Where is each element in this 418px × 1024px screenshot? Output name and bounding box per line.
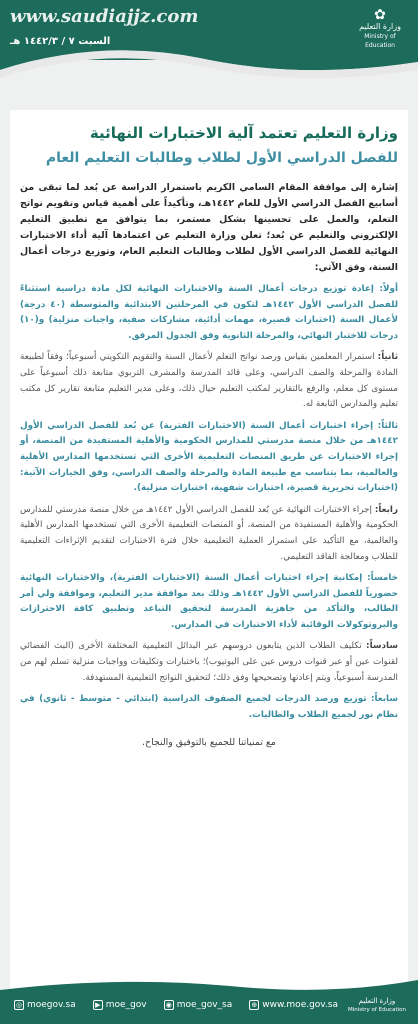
item-7 [10,686,408,723]
bottom-wave-decoration [0,976,418,996]
web-icon: ⊕ [249,1000,259,1010]
item-5 [10,565,408,633]
globe-icon: ◎ [15,1001,23,1009]
footer-link-site[interactable]: ⊕ www.moe.gov.sa [249,1000,338,1010]
item-text: إمكانية إجراء اختبارات أعمال السنة (الاختبارات الفترية)، والاختبارات النهائية حضورياً للفصل الدراسي الأول ١٤٤٢هـ وذلك بعد موافقة مدير التعليم، وموافقة ولي أمر الطالب، والتأكد من جاهزية المدرسة لتحقيق التباعد وتطبيق كافة الاحترازات والبروتوكولات الوقائية لأداء الاختبارات في المدارس. [20,573,398,630]
item-lead: أولاً: [379,284,398,294]
item-text: إعادة توزيع درجات أعمال السنة والاختبارات النهائية لكل مادة دراسية استثناءً للفصل الدراسي الأول ١٤٤٢هـ لتكون في المرحلتين الابتدائية والمتوسطة (٤٠ درجة) لأعمال السنة (اختبارات قصيرة، مهمات أدائية، مشاركات صفية، واجبات منزلية) و(١٠) درجات للاختبار النهائي، والمرحلة الثانوية وفق الجدول المرفق. [20,284,399,341]
youtube-icon: ▶ [93,1000,103,1010]
watermark: www.saudiajjz.com [10,6,199,27]
item-lead: سابعاً: [370,694,398,705]
item-text: توزيع ورصد الدرجات لجميع الصفوف الدراسية (ابتدائي - متوسط - ثانوي) في نظام نور لجميع الطلاب والطالبات. [20,694,398,720]
title-line-1: وزارة التعليم تعتمد آلية الاختبارات النهائية [89,124,398,142]
item-1 [10,276,408,344]
footer-ministry-logo [348,998,406,1013]
item-lead: خامساً: [367,573,398,584]
announcement-card [10,110,408,990]
ministry-emblem-icon: ✿ [374,7,386,23]
title-line-2: للفصل الدراسي الأول لطلاب وطالبات التعليم العام [45,150,398,166]
intro-paragraph: إشارة إلى موافقة المقام السامي الكريم باستمرار الدراسة عن بُعد لما تبقى من أسابيع الفصل الدراسي الأول للعام ١٤٤٢هـ، وتأكيداً على أهمية قياس وتقويم نواتج التعلم، والعمل على تحسينها بشكل مستمر، بما يتوافق مع تطبيق التعليم الإلكتروني والتعليم عن بُعد؛ تعلن وزارة التعليم عن اعتمادها آلية أداء الاختبارات النهائية للفصل الدراسي الأول لطلاب وطالبات التعليم العام، وتوزيع درجات أعمال السنة، وفق الآتي: [20,182,398,273]
item-text: استمرار المعلمين بقياس ورصد نواتج التعلم لأعمال السنة والتقويم التكويني أسبوعياً؛ وفقاً لطبيعة المادة والمرحلة والصف الدراسي، وعلى قائد المدرسة والمشرف التربوي متابعة ذلك أسبوعياً على مستوى كل معلم، والرفع بالتقارير لمكتب التعليم حيال ذلك، وعلى مدير التعليم متابعة تقارير كل مكتب تعليم والمدارس التابعة له. [20,352,398,410]
item-3 [10,413,408,497]
footer-link-instagram[interactable]: ◉ moe_gov_sa [165,1000,233,1010]
item-lead: ثالثاً: [377,420,398,431]
footer-links [14,1000,338,1010]
footer-logo-subtext: Ministry of Education [347,1006,406,1013]
item-text: إجراء الاختبارات النهائية عن بُعد للفصل الدراسي الأول ١٤٤٢هـ من خلال منصة مدرستي للمدارس الحكومية والأهلية المستفيدة من المنصة، أو المنصات التعليمية الأخرى التي تستخدمها المدارس الأهلية والعالمية، مع التأكيد على استمرار العملية التعليمية خلال فترة الاختبارات لتقديم الإثراءات التعليمية للطلاب ومعالجة الفاقد التعليمي. [20,504,398,562]
ministry-logo [354,8,406,50]
logo-text: وزارة التعليم [359,22,401,32]
closing-line: مع تمنياتنا للجميع بالتوفيق والنجاح. [142,737,276,749]
item-text: تكليف الطلاب الذين يتابعون دروسهم عبر البدائل التعليمية المختلفة الأخرى (البث الفضائي لقنوات عين أو عبر قنوات دروس عين على اليوتيوب)؛ باختبارات وتكليفات وواجبات منزلية تسلم لهم من المدرسة أسبوعياً، ويتم إعادتها وتصحيحها وفق ذلك؛ لتحقيق النواتج التعليمية المستهدفة. [20,641,398,683]
item-2 [10,344,408,412]
item-lead: سادساً: [366,641,398,652]
footer-logo-text: وزارة التعليم [358,997,396,1005]
item-6 [10,633,408,686]
header-date: السبت ٧ / ١٤٤٢/٣ هـ [10,36,111,47]
item-4 [10,497,408,565]
item-lead: ثانياً: [377,352,398,363]
instagram-icon: ◉ [165,1001,172,1009]
item-lead: رابعاً: [374,504,399,515]
footer-link-youtube[interactable]: ▶ moe_gov [93,1000,147,1010]
footer-link-web[interactable]: ◎ moegov.sa [15,1000,76,1010]
logo-subtext: Ministry of Education [364,33,396,49]
item-text: إجراء اختبارات أعمال السنة (الاختبارات الفترية) عن بُعد للفصل الدراسي الأول ١٤٤٢هـ من خلال منصة مدرستي للمدارس الحكومية والأهلية المستفيدة من المنصة، أو إجراء الاختبارات عن طريق المنصات التعليمية الأخرى التي تستخدمها المدارس الأهلية والعالمية، بما يتناسب مع طبيعة المادة والمرحلة والصف الدراسي، وفق الخيارات الآتية: (اختبارات تحريرية قصيرة، اختبارات شفهية، اختبارات منزلية). [20,420,398,494]
announcement-title [10,110,408,170]
